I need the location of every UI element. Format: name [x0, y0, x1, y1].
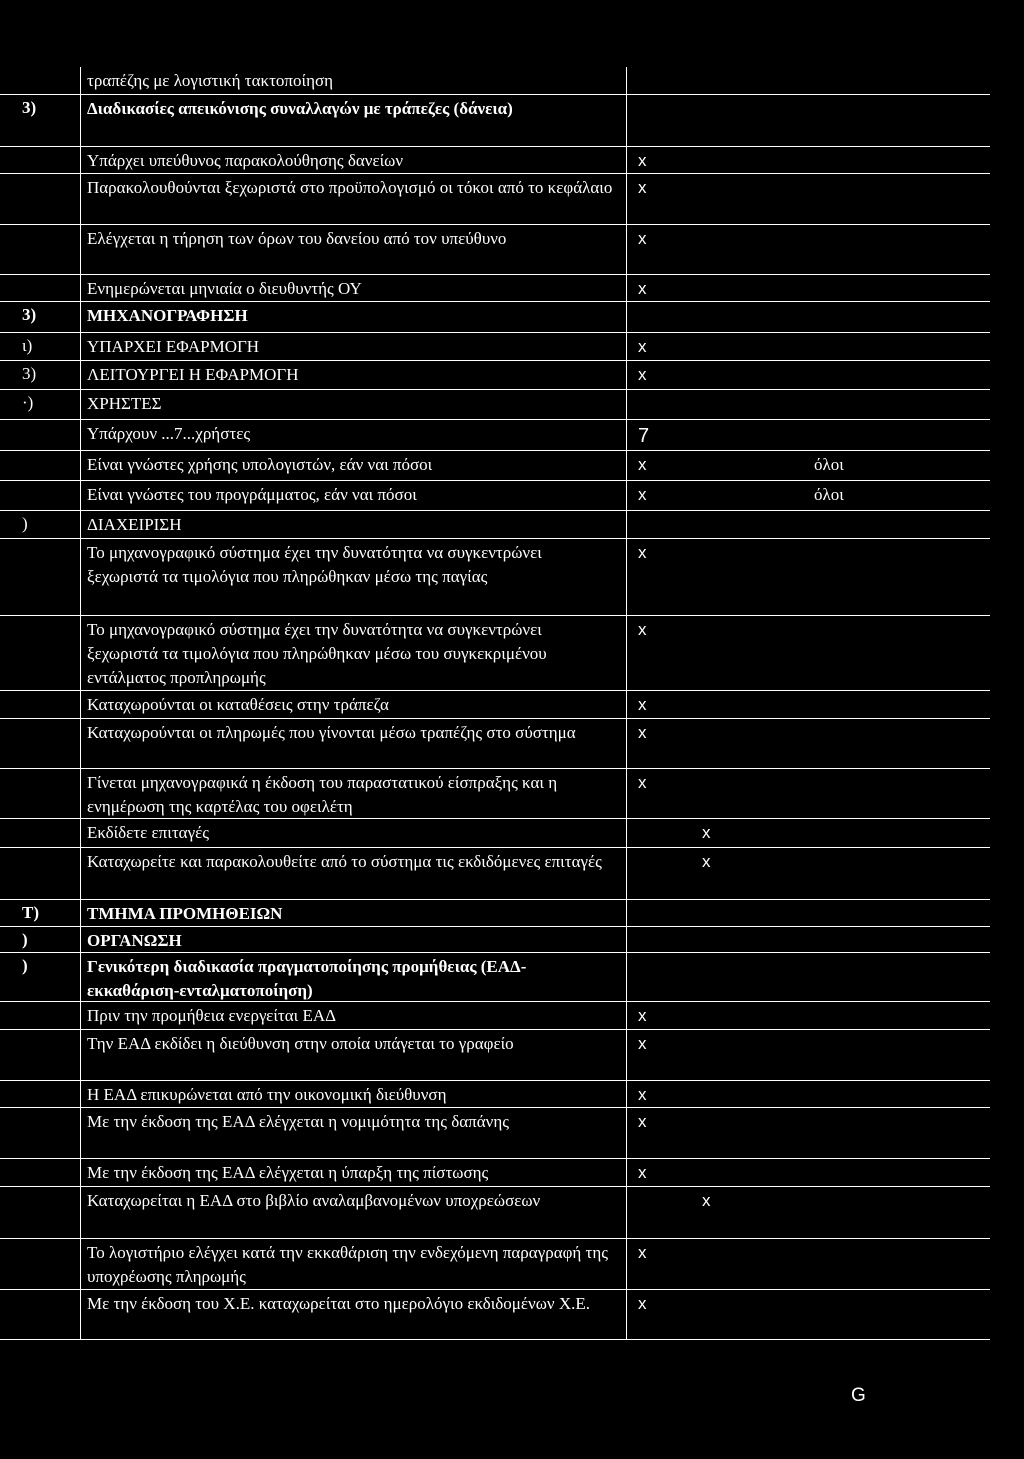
table-row — [0, 174, 990, 225]
table-row — [0, 900, 990, 927]
row-text: Το μηχανογραφικό σύστημα έχει την δυνατότητα να συγκεντρώνει ξεχωριστά τα τιμολόγια που πληρώθηκαν μέσω της παγίας — [87, 543, 542, 586]
table-row — [0, 67, 990, 95]
row-mark: 7 — [638, 425, 650, 447]
row-text: ΥΠΑΡΧΕΙ ΕΦΑΡΜΟΓΗ — [87, 337, 260, 356]
row-mark: x — [702, 852, 711, 871]
table-row — [0, 1108, 990, 1159]
table-row — [0, 390, 990, 420]
row-text: ΤΜΗΜΑ ΠΡΟΜΗΘΕΙΩΝ — [87, 904, 283, 923]
row-text: Γενικότερη διαδικασία πραγματοποίησης προμήθειας (ΕΑΔ-εκκαθάριση-ενταλματοποίηση) — [87, 957, 527, 1000]
row-mark: x — [638, 543, 647, 562]
row-text: Η ΕΑΔ επικυρώνεται από την οικονομική διεύθυνση — [87, 1085, 447, 1104]
row-mark: x — [638, 723, 647, 742]
row-text: Παρακολουθούνται ξεχωριστά στο προϋπολογισμό οι τόκοι από το κεφάλαιο — [87, 178, 613, 197]
table-row — [0, 95, 990, 147]
table-row — [0, 1002, 990, 1030]
table-row — [0, 361, 990, 390]
row-mark: x — [638, 279, 647, 298]
table-row — [0, 1030, 990, 1081]
table-row — [0, 225, 990, 275]
table-row — [0, 616, 990, 691]
row-text: ΔΙΑΧΕΙΡΙΣΗ — [87, 515, 182, 534]
row-mark: x — [638, 365, 647, 384]
row-mark: x — [638, 773, 647, 792]
row-text: Ενημερώνεται μηνιαία ο διευθυντής ΟΥ — [87, 279, 362, 298]
row-text: Υπάρχει υπεύθυνος παρακολούθησης δανείων — [87, 151, 404, 170]
row-text: ΟΡΓΑΝΩΣΗ — [87, 931, 182, 950]
row-text: ΧΡΗΣΤΕΣ — [87, 394, 162, 413]
row-mark: x — [638, 695, 647, 714]
table-row — [0, 819, 990, 848]
row-number: 3) — [22, 364, 37, 383]
row-mark: x — [638, 1112, 647, 1131]
table-row — [0, 719, 990, 769]
row-text: ΛΕΙΤΟΥΡΓΕΙ Η ΕΦΑΡΜΟΓΗ — [87, 365, 299, 384]
table-row — [0, 691, 990, 719]
row-mark: x — [638, 337, 647, 356]
table-row — [0, 420, 990, 451]
row-number: 3) — [22, 305, 37, 324]
table-row — [0, 1159, 990, 1187]
row-text: Καταχωρούνται οι καταθέσεις στην τράπεζα — [87, 695, 389, 714]
row-mark: x — [638, 620, 647, 639]
row-text: Το λογιστήριο ελέγχει κατά την εκκαθάριση την ενδεχόμενη παραγραφή της υποχρέωσης πληρωμής — [87, 1243, 609, 1286]
table-row — [0, 848, 990, 900]
row-text: Την ΕΑΔ εκδίδει η διεύθυνση στην οποία υπάγεται το γραφείο — [87, 1034, 514, 1053]
row-number: ·) — [22, 393, 34, 412]
row-text: Υπάρχουν ...7...χρήστες — [87, 424, 251, 443]
row-mark: x — [702, 823, 711, 842]
row-text: Καταχωρείτε και παρακολουθείτε από το σύστημα τις εκδιδόμενες επιταγές — [87, 852, 602, 871]
row-text: Είναι γνώστες χρήσης υπολογιστών, εάν ναι πόσοι — [87, 455, 433, 474]
row-note: όλοι — [814, 455, 844, 474]
row-mark: x — [638, 229, 647, 248]
table-row — [0, 769, 990, 819]
row-number: ) — [22, 930, 28, 949]
row-text: Πριν την προμήθεια ενεργείται ΕΑΔ — [87, 1006, 337, 1025]
table-row — [0, 927, 990, 953]
table-row — [0, 302, 990, 333]
row-mark: x — [638, 455, 647, 474]
row-mark: x — [638, 1243, 647, 1262]
table-row — [0, 275, 990, 302]
table-row — [0, 481, 990, 511]
row-text: Γίνεται μηχανογραφικά η έκδοση του παραστατικού είσπραξης και η ενημέρωση της καρτέλας του οφειλέτη — [87, 773, 558, 816]
table-row — [0, 147, 990, 174]
table-row — [0, 1239, 990, 1290]
row-mark: x — [638, 485, 647, 504]
row-mark: x — [638, 1034, 647, 1053]
column-divider-number — [80, 67, 81, 1340]
row-text: Διαδικασίες απεικόνισης συναλλαγών με τράπεζες (δάνεια) — [87, 99, 513, 118]
row-text: Με την έκδοση της ΕΑΔ ελέγχεται η ύπαρξη της πίστωσης — [87, 1163, 489, 1182]
row-divider — [0, 1339, 990, 1340]
table-row — [0, 511, 990, 539]
page-footer-mark: G — [851, 1385, 866, 1406]
row-text: Είναι γνώστες του προγράμματος, εάν ναι πόσοι — [87, 485, 417, 504]
row-number: 3) — [22, 98, 37, 117]
row-note: όλοι — [814, 485, 844, 504]
row-text: τραπέζης με λογιστική τακτοποίηση — [87, 71, 334, 90]
row-text: Ελέγχεται η τήρηση των όρων του δανείου από τον υπεύθυνο — [87, 229, 507, 248]
row-number: ι) — [22, 336, 33, 355]
table-row — [0, 333, 990, 361]
row-mark: x — [702, 1191, 711, 1210]
table-row — [0, 953, 990, 1002]
row-mark: x — [638, 1006, 647, 1025]
row-number: ) — [22, 514, 28, 533]
row-number: Τ) — [22, 903, 39, 922]
row-text: ΜΗΧΑΝΟΓΡΑΦΗΣΗ — [87, 306, 248, 325]
row-text: Καταχωρείται η ΕΑΔ στο βιβλίο αναλαμβανομένων υποχρεώσεων — [87, 1191, 541, 1210]
table-row — [0, 1290, 990, 1340]
table-row — [0, 451, 990, 481]
row-mark: x — [638, 1294, 647, 1313]
table-row — [0, 1081, 990, 1108]
row-text: Με την έκδοση του Χ.Ε. καταχωρείται στο ημερολόγιο εκδιδομένων Χ.Ε. — [87, 1294, 591, 1313]
row-mark: x — [638, 178, 647, 197]
row-text: Καταχωρούνται οι πληρωμές που γίνονται μέσω τραπέζης στο σύστημα — [87, 723, 576, 742]
row-mark: x — [638, 151, 647, 170]
table-row — [0, 539, 990, 616]
column-divider-mark — [626, 67, 627, 1340]
row-mark: x — [638, 1163, 647, 1182]
row-text: Εκδίδετε επιταγές — [87, 823, 209, 842]
row-mark: x — [638, 1085, 647, 1104]
table-row — [0, 1187, 990, 1239]
row-text: Με την έκδοση της ΕΑΔ ελέγχεται η νομιμότητα της δαπάνης — [87, 1112, 509, 1131]
row-text: Το μηχανογραφικό σύστημα έχει την δυνατότητα να συγκεντρώνει ξεχωριστά τα τιμολόγια που πληρώθηκαν μέσω του συγκεκριμένου εντάλματος προπληρωμής — [87, 620, 547, 687]
row-number: ) — [22, 956, 28, 975]
